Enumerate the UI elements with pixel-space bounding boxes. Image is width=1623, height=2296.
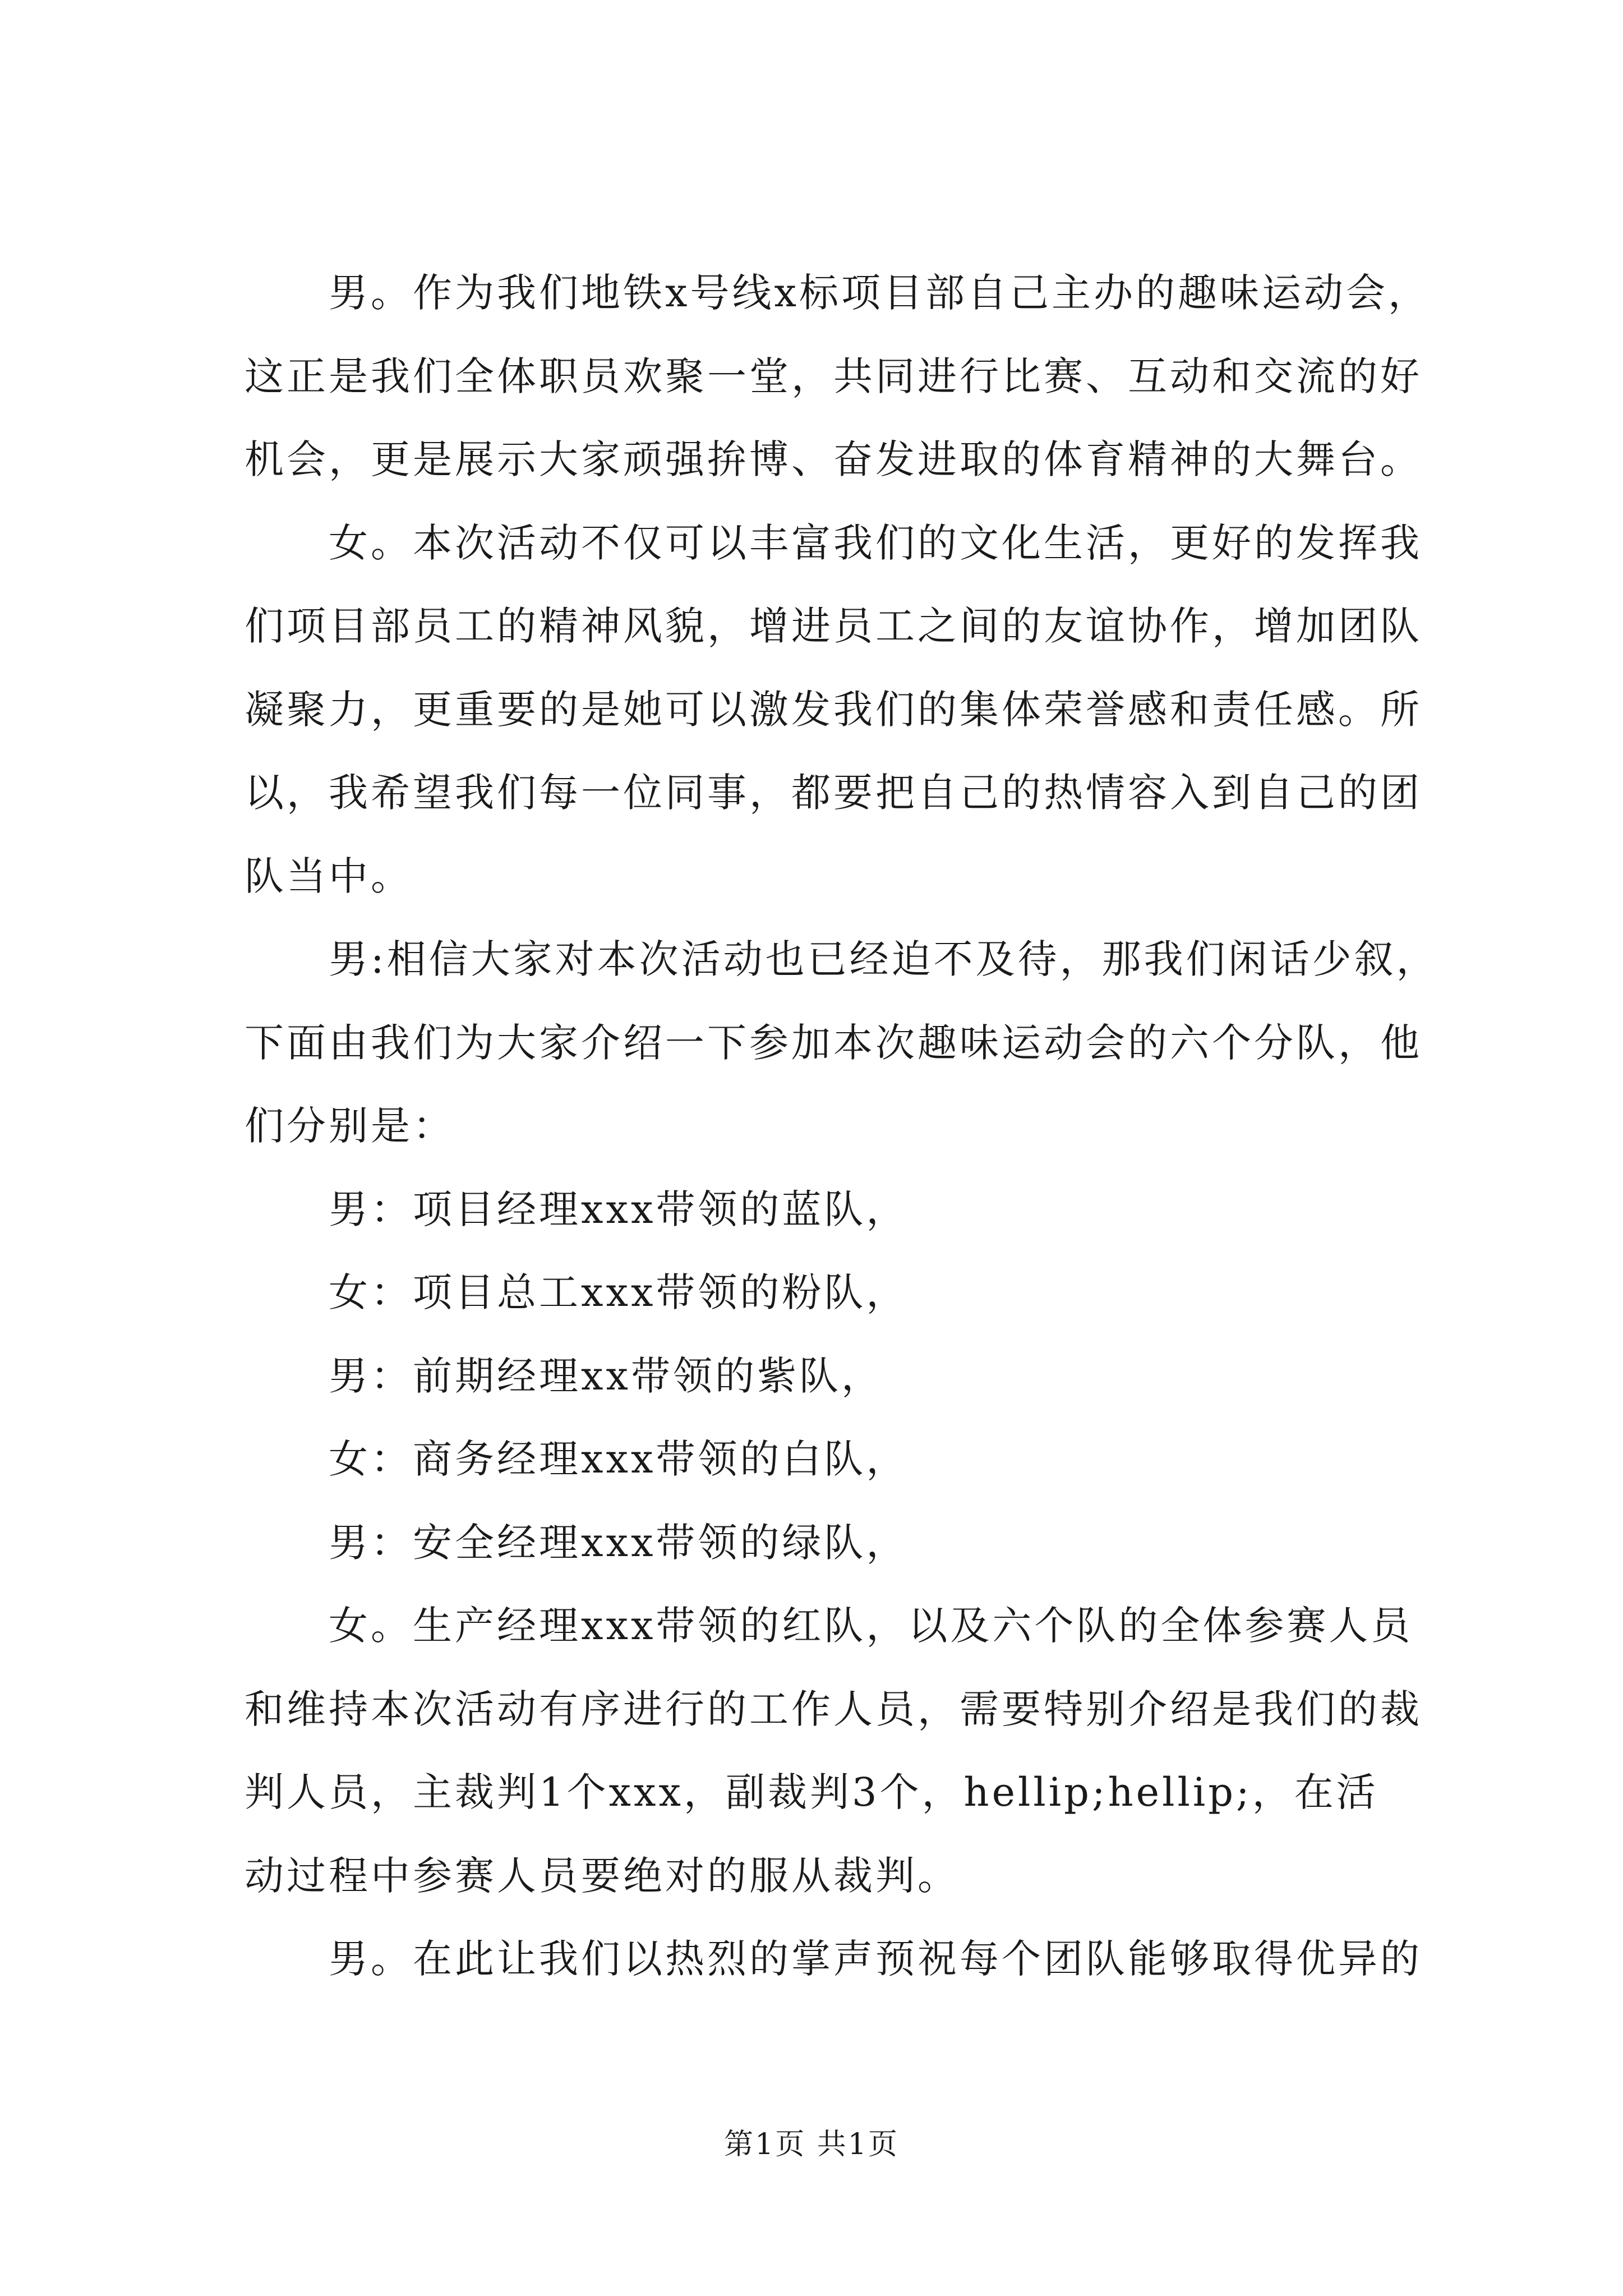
paragraph-line: 凝聚力，更重要的是她可以激发我们的集体荣誉感和责任感。所 bbox=[245, 686, 1422, 733]
team-list-item: 女：项目总工xxx带领的粉队， bbox=[329, 1269, 909, 1315]
paragraph-line: 动过程中参赛人员要绝对的服从裁判。 bbox=[245, 1852, 960, 1899]
paragraph-line: 这正是我们全体职员欢聚一堂，共同进行比赛、互动和交流的好 bbox=[245, 353, 1422, 399]
paragraph-line: 男。作为我们地铁x号线x标项目部自己主办的趣味运动会， bbox=[329, 270, 1430, 316]
paragraph-line: 女。生产经理xxx带领的红队，以及六个队的全体参赛人员 bbox=[329, 1603, 1413, 1649]
paragraph-line: 和维持本次活动有序进行的工作人员，需要特别介绍是我们的裁 bbox=[245, 1686, 1422, 1732]
team-list-item: 男：安全经理xxx带领的绿队， bbox=[329, 1519, 909, 1566]
paragraph-line: 们分别是： bbox=[245, 1103, 455, 1149]
paragraph-line: 队当中。 bbox=[245, 853, 413, 899]
document-body bbox=[245, 251, 1438, 2001]
page-footer: 第1页 共1页 bbox=[724, 2128, 899, 2161]
team-list-item: 女：商务经理xxx带领的白队， bbox=[329, 1436, 909, 1482]
paragraph-line: 判人员，主裁判1个xxx，副裁判3个，hellip;hellip;，在活 bbox=[245, 1769, 1378, 1815]
paragraph-line: 男:相信大家对本次活动也已经迫不及待，那我们闲话少叙， bbox=[329, 936, 1438, 982]
team-list-item: 男：前期经理xx带领的紫队， bbox=[329, 1352, 883, 1399]
paragraph-line: 男。在此让我们以热烈的掌声预祝每个团队能够取得优异的 bbox=[329, 1936, 1422, 1982]
paragraph-line: 女。本次活动不仅可以丰富我们的文化生活，更好的发挥我 bbox=[329, 519, 1422, 566]
paragraph-line: 以，我希望我们每一位同事，都要把自己的热情容入到自己的团 bbox=[245, 770, 1422, 816]
paragraph-line: 机会，更是展示大家顽强拚博、奋发进取的体育精神的大舞台。 bbox=[245, 436, 1422, 482]
paragraph-line: 们项目部员工的精神风貌，增进员工之间的友谊协作，增加团队 bbox=[245, 603, 1422, 649]
paragraph-line: 下面由我们为大家介绍一下参加本次趣味运动会的六个分队，他 bbox=[245, 1019, 1422, 1066]
team-list-item: 男：项目经理xxx带领的蓝队， bbox=[329, 1186, 909, 1232]
